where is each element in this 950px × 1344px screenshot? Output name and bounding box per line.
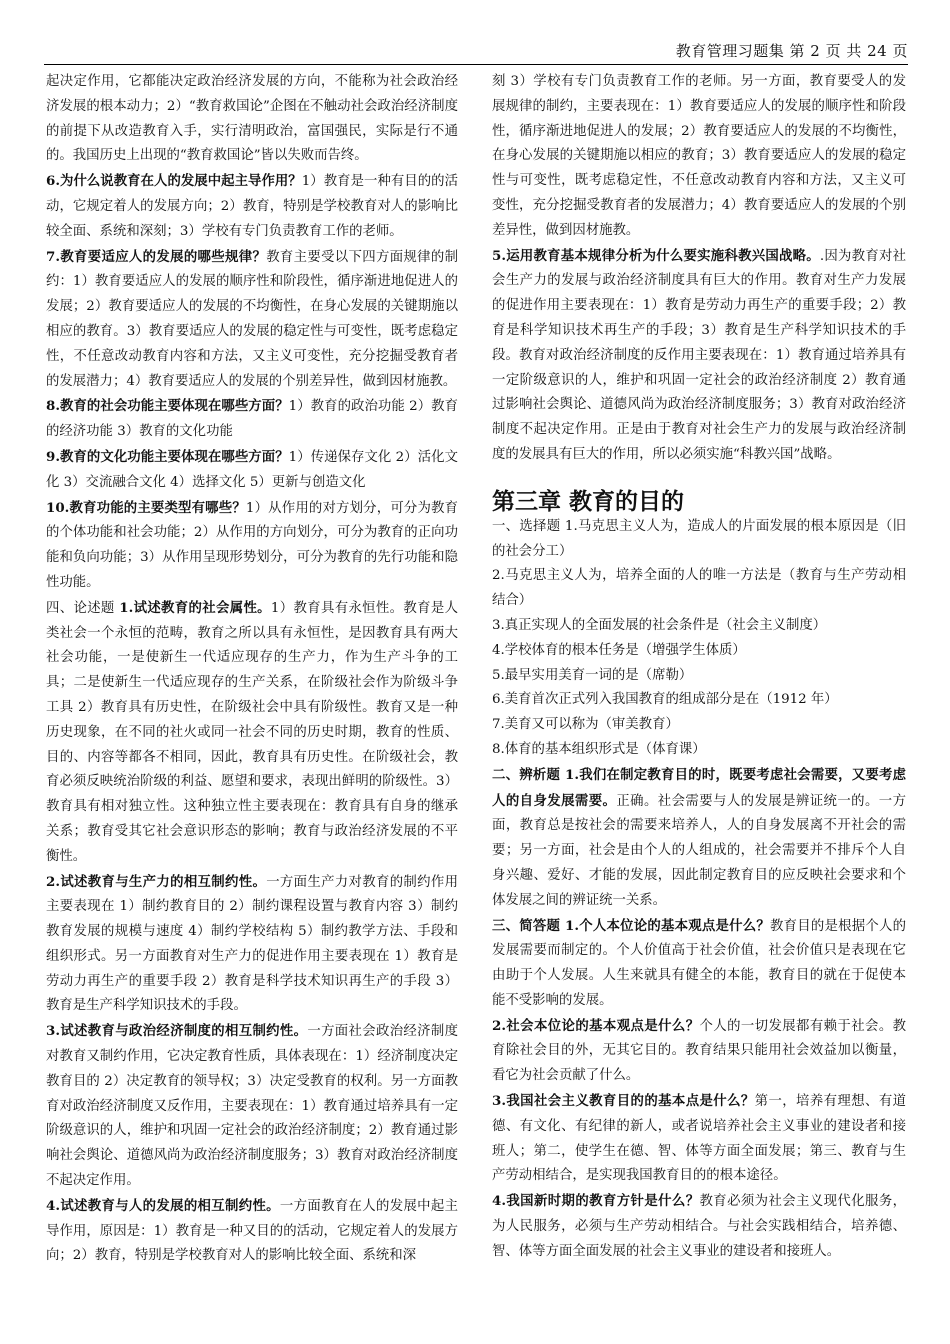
paragraph <box>492 244 906 468</box>
answer-text: 6.美育首次正式列入我国教育的组成部分是在（1912 年） <box>492 692 838 708</box>
paragraph <box>46 870 458 1020</box>
paragraph <box>492 763 906 914</box>
question-text: 6.为什么说教育在人的发展中起主导作用？ <box>46 173 302 190</box>
left-column <box>46 70 458 1269</box>
answer-text: 一、选择题 1.马克思主义人为，造成人的片面发展的根本原因是（旧的社会分工） <box>492 518 906 559</box>
answer-text: 1）传递保存文化 2）活化文化 3）交流融合文化 4）选择文化 5）更新与创造文化 <box>46 449 458 490</box>
paragraph <box>46 1019 458 1194</box>
answer-text: 1）教育是一种有目的的活动，它规定着人的发展方向；2）教育，特别是学校教育对人的影响比较全面、系统和深刻；3）学校有专门负责教育工作的老师。 <box>46 174 458 239</box>
answer-text: 教育主要受以下四方面规律的制约：1）教育要适应人的发展的顺序性和阶段性，循序渐进地促进人的发展；2）教育要适应人的发展的不均衡性，在身心发展的关键期施以相应的教育。3）教育要适应人的发展的稳定性与可变性，既考虑稳定性，不任意改动教育内容和方法，又主义可变性，充分挖掘受教育者的发展潜力；4）教育要适应人的发展的个别差异性，做到因材施教。 <box>46 249 458 389</box>
paragraph <box>492 738 906 763</box>
question-text: 4.我国新时期的教育方针是什么？ <box>492 1193 700 1210</box>
paragraph <box>46 496 458 596</box>
question-text: 二、辨析题 1.我们在制定教育目的时，既要考虑社会需要，又要考虑人的自身发展需要。 <box>492 766 906 809</box>
answer-text: 个人的一切发展都有赖于社会。教育除社会目的外，无其它目的。教育结果只能用社会效益加以衡量，看它为社会贡献了什么。 <box>492 1018 907 1084</box>
answer-text: 8.体育的基本组织形式是（体育课） <box>492 741 706 757</box>
paragraph <box>46 70 458 169</box>
question-text: 7.教育要适应人的发展的哪些规律？ <box>46 248 267 265</box>
question-text: 1.试述教育的社会属性。 <box>119 599 271 616</box>
paragraph <box>492 1014 906 1089</box>
answer-text: 刻 3）学校有专门负责教育工作的老师。另一方面，教育要受人的发展规律的制约，主要表现在：1）教育要适应人的发展的顺序性和阶段性，循序渐进地促进人的发展；2）教育要适应人的发展的不均衡性，在身心发展的关键期施以相应的教育；3）教育要适应人的发展的稳定性与可变性，既考虑稳定性，不任意改动教育内容和方法，又主义可变性，充分挖掘受教育者的发展潜力；4）教育要适应人的发展的个别差异性，做到因材施教。 <box>492 74 906 238</box>
answer-text: 一方面教育在人的发展中起主导作用，原因是：1）教育是一种又目的的活动，它规定着人的发展方向；2）教育，特别是学校教育对人的影响比较全面、系统和深 <box>46 1198 459 1264</box>
section-label: 四、论述题 <box>46 600 120 616</box>
paragraph <box>492 713 906 738</box>
answer-text: 1）教育的政治功能 2）教育的经济功能 3）教育的文化功能 <box>46 399 458 440</box>
question-text: 5.运用教育基本规律分析为什么要实施科教兴国战略。 <box>492 247 820 264</box>
paragraph <box>46 394 458 445</box>
answer-text: 一方面社会政治经济制度对教育又制约作用，它决定教育性质，具体表现在：1）经济制度决定教育目的 2）决定教育的领导权；3）决定受教育的权利。另一方面教育对政治经济制度又反作用，主要表现在：1）教育通过培养具有一定阶级意识的人，维护和巩固一定社会的政治经济制度；2）教育通过影响社会舆论、道德风尚为政治经济制度服务；3）教育对政治经济制度不起决定作用。 <box>46 1024 458 1189</box>
answer-text: 2.马克思主义人为，培养全面的人的唯一方法是（教育与生产劳动相结合） <box>492 568 906 609</box>
answer-text: .因为教育对社会生产力的发展与政治经济制度具有巨大的作用。教育对生产力发展的促进作用主要表现在：1）教育是劳动力再生产的重要手段；2）教育是科学知识技术再生产的手段；3）教育是生产科学知识技术的手段。教育对政治经济制度的反作用主要表现在：1）教育通过培养具有一定阶级意识的人，维护和巩固一定社会的政治经济制度 2）教育通过影响社会舆论、道德风尚为政治经济制度服务；3）教育对政治经济制度不起决定作用。正是由于教育对社会生产力的发展与政治经济制度的发展具有巨大的作用，所以必须实施“科教兴国”战略。 <box>492 248 906 462</box>
paragraph <box>46 445 458 496</box>
answer-text: 1）教育具有永恒性。教育是人类社会一个永恒的范畴，教育之所以具有永恒性，是因教育具有两大社会功能，一是使新生一代适应现存的生产力，作为生产斗争的工具；二是使新生一代适应现存的生产关系，在阶级社会作为阶级斗争工具 2）教育具有历史性，在阶级社会中具有阶级性。教育又是一种历史现象，在不同的社火或同一社会不同的历史时期，教育的性质、目的、内容等都各不相同，因此，教育具有历史性。在阶级社会，教育必须反映统治阶级的利益、愿望和要求，表现出鲜明的阶级性。3）教育具有相对独立性。这种独立性主要表现在：教育具有自身的继承关系；教育受其它社会意识形态的影响；教育与政治经济发展的不平衡性。 <box>46 600 458 864</box>
header-text: 教育管理习题集 第 2 页 共 24 页 <box>675 42 908 60</box>
answer-text: 教育必须为社会主义现代化服务，为人民服务，必须与生产劳动相结合。与社会实践相结合，培养德、智、体等方面全面发展的社会主义事业的建设者和接班人。 <box>492 1194 907 1259</box>
paragraph <box>492 1089 906 1189</box>
paragraph <box>492 614 906 639</box>
answer-text: 第一，培养有理想、有道德、有文化、有纪律的新人，或者说培养社会主义事业的建设者和接班人；第二，使学生在德、智、体等方面全面发展；第三、教育与生产劳动相结合，是实现我国教育目的的根本途径。 <box>492 1094 906 1184</box>
answer-text: 3.真正实现人的全面发展的社会条件是（社会主义制度） <box>492 617 827 633</box>
page-header <box>44 0 908 65</box>
paragraph <box>492 1189 906 1264</box>
paragraph <box>46 245 458 395</box>
paragraph <box>492 664 906 689</box>
question-text: 8.教育的社会功能主要体现在哪些方面？ <box>46 398 289 415</box>
question-text: 3.试述教育与政治经济制度的相互制约性。 <box>46 1023 308 1040</box>
answer-text: 一方面生产力对教育的制约作用主要表现在 1）制约教育目的 2）制约课程设置与教育内容 3）制约教育发展的规模与速度 4）制约学校结构 5）制约教学方法、手段和组织形式。另一方面教育对生产力的促进作用主要表现在 1）教育是劳动力再生产的重要手段 2）教育是科学技术知识再生产的手段 3）教育是生产科学知识技术的手段。 <box>46 874 458 1014</box>
answer-text: 起决定作用，它都能决定政治经济发展的方向，不能称为社会政治经济发展的根本动力；2）“教育救国论”企图在不触动社会政治经济制度的前提下从改造教育入手，实行清明政治，富国强民，实际是行不通的。我国历史上出现的“教育救国论”皆以失败而告终。 <box>46 74 458 164</box>
question-text: 9.教育的文化功能主要体现在哪些方面？ <box>46 448 289 465</box>
answer-text: 4.学校体育的根本任务是（增强学生体质） <box>492 642 746 658</box>
paragraph <box>492 914 906 1014</box>
paragraph <box>492 688 906 713</box>
answer-text: 1）从作用的对方划分，可分为教育的个体功能和社会功能；2）从作用的方向划分，可分为教育的正向功能和负向功能；3）从作用呈现形势划分，可分为教育的先行功能和隐性功能。 <box>46 500 458 590</box>
answer-text: 5.最早实用美育一词的是（席勒） <box>492 667 693 683</box>
paragraph <box>492 639 906 664</box>
right-column <box>492 70 906 1265</box>
question-text: 3.我国社会主义教育目的的基本点是什么？ <box>492 1093 755 1110</box>
paragraph <box>46 596 458 870</box>
answer-text: 教育目的是根据个人的发展需要而制定的。个人价值高于社会价值，社会价值只是表现在它由助于个人发展。人生来就具有健全的本能，教育目的就在于促使本能不受影响的发展。 <box>492 918 906 1008</box>
question-text: 2.试述教育与生产力的相互制约性。 <box>46 873 267 890</box>
paragraph <box>492 564 906 614</box>
answer-text: 正确。社会需要与人的发展是辨证统一的。一方面，教育总是按社会的需要来培养人，人的自身发展离不开社会的需要；另一方面，社会是由个人的人组成的，社会需要并不排斥个人自身兴趣、爱好、才能的发展，因此制定教育目的应反映社会要求和个体发展之间的辨证统一关系。 <box>492 793 906 908</box>
answer-text: 7.美育又可以称为（审美教育） <box>492 717 679 733</box>
paragraph <box>46 1194 458 1269</box>
question-text: 2.社会本位论的基本观点是什么？ <box>492 1017 700 1034</box>
question-text: 4.试述教育与人的发展的相互制约性。 <box>46 1197 280 1214</box>
paragraph <box>492 515 906 565</box>
paragraph <box>492 70 906 244</box>
chapter-title: 第三章 教育的目的 <box>492 488 685 515</box>
question-text: 三、简答题 1.个人本位论的基本观点是什么？ <box>492 917 770 934</box>
question-text: 10.教育功能的主要类型有哪些？ <box>46 499 246 516</box>
paragraph <box>46 169 458 244</box>
